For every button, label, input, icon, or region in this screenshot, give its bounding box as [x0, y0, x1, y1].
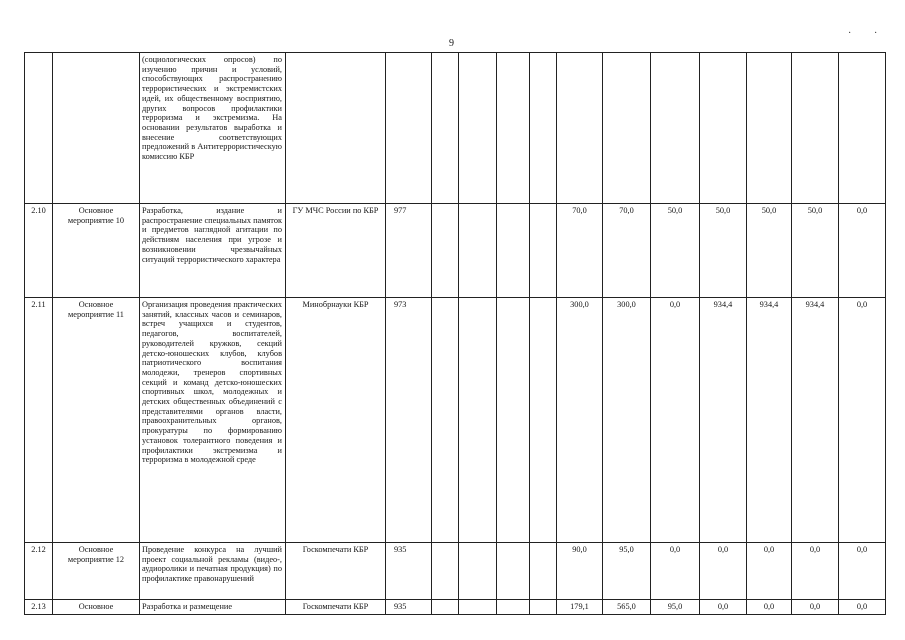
- page-number: 9: [449, 38, 454, 49]
- empty-cell: [497, 298, 530, 543]
- empty-cell: [459, 543, 497, 600]
- value-cell: 0,0: [700, 600, 747, 615]
- empty-cell: [432, 543, 459, 600]
- value-cell: 0,0: [839, 204, 886, 298]
- measure-name: Основное мероприятие 10: [53, 204, 140, 298]
- measure-name: Основное мероприятие 11: [53, 298, 140, 543]
- value-cell: [792, 53, 839, 204]
- value-cell: 50,0: [700, 204, 747, 298]
- measure-description: Разработка и размещение: [140, 600, 286, 615]
- empty-cell: [459, 298, 497, 543]
- measure-name: [53, 53, 140, 204]
- value-cell: [651, 53, 700, 204]
- executor: Госкомпечати КБР: [286, 543, 386, 600]
- measure-name: Основное мероприятие 12: [53, 543, 140, 600]
- measure-description: (социологических опросов) по изучению причин и условий, способствующих распространению террористических и экстремистских идей, их общественному восприятию, других вопросов профилактики терроризма и экстремизма. На основании результатов выработка и внесение соответствующих предложений в Антитеррористическую комиссию КБР: [140, 53, 286, 204]
- measure-name: Основное: [53, 600, 140, 615]
- row-number: 2.12: [25, 543, 53, 600]
- empty-cell: [497, 53, 530, 204]
- value-cell: 179,1: [557, 600, 603, 615]
- table-row: [25, 543, 886, 600]
- empty-cell: [459, 204, 497, 298]
- value-cell: 0,0: [747, 600, 792, 615]
- empty-cell: [459, 600, 497, 615]
- program-table: [24, 52, 886, 615]
- budget-code: 977: [386, 204, 432, 298]
- empty-cell: [530, 543, 557, 600]
- empty-cell: [432, 204, 459, 298]
- value-cell: 50,0: [651, 204, 700, 298]
- value-cell: 300,0: [603, 298, 651, 543]
- empty-cell: [530, 204, 557, 298]
- budget-code: [386, 53, 432, 204]
- measure-description: Проведение конкурса на лучший проект социальной рекламы (видео-, аудиоролики и печатная продукция) по профилактике правонарушений: [140, 543, 286, 600]
- scan-mark: ·: [874, 28, 878, 39]
- value-cell: 95,0: [651, 600, 700, 615]
- value-cell: 50,0: [792, 204, 839, 298]
- value-cell: 0,0: [792, 543, 839, 600]
- measure-description: Разработка, издание и распространение специальных памяток и предметов наглядной агитации по действиям населения при угрозе и возникновении чрезвычайных ситуаций террористического характера: [140, 204, 286, 298]
- empty-cell: [432, 298, 459, 543]
- executor: Госкомпечати КБР: [286, 600, 386, 615]
- empty-cell: [497, 600, 530, 615]
- value-cell: 90,0: [557, 543, 603, 600]
- value-cell: 95,0: [603, 543, 651, 600]
- value-cell: 70,0: [557, 204, 603, 298]
- row-number: 2.13: [25, 600, 53, 615]
- scan-mark: ·: [848, 28, 852, 39]
- value-cell: 0,0: [839, 600, 886, 615]
- measure-description: Организация проведения практических занятий, классных часов и семинаров, встреч учащихся и студентов, педагогов, воспитателей, руководителей кружков, секций детско-юношеских клубов, клубов патриотического воспитания молодежи, тренеров спортивных секций и команд детско-юношеских спортивных школ, молодежных и детских общественных объединений с представителями органов власти, правоохранительных органов, прокуратуры по формированию установок толерантного поведения и профилактики экстремизма и терроризма в молодежной среде: [140, 298, 286, 543]
- table-row: [25, 204, 886, 298]
- empty-cell: [432, 53, 459, 204]
- value-cell: 0,0: [839, 543, 886, 600]
- table-row: [25, 600, 886, 615]
- value-cell: 934,4: [747, 298, 792, 543]
- row-number: [25, 53, 53, 204]
- value-cell: 934,4: [792, 298, 839, 543]
- empty-cell: [497, 543, 530, 600]
- value-cell: [603, 53, 651, 204]
- executor: [286, 53, 386, 204]
- value-cell: 70,0: [603, 204, 651, 298]
- value-cell: 0,0: [839, 298, 886, 543]
- budget-code: 935: [386, 600, 432, 615]
- empty-cell: [530, 298, 557, 543]
- value-cell: 0,0: [700, 543, 747, 600]
- value-cell: 50,0: [747, 204, 792, 298]
- executor: Минобрнауки КБР: [286, 298, 386, 543]
- value-cell: 0,0: [792, 600, 839, 615]
- value-cell: 0,0: [651, 543, 700, 600]
- row-number: 2.11: [25, 298, 53, 543]
- budget-code: 935: [386, 543, 432, 600]
- executor: ГУ МЧС России по КБР: [286, 204, 386, 298]
- value-cell: 0,0: [747, 543, 792, 600]
- empty-cell: [459, 53, 497, 204]
- value-cell: [700, 53, 747, 204]
- empty-cell: [530, 53, 557, 204]
- empty-cell: [530, 600, 557, 615]
- value-cell: [557, 53, 603, 204]
- value-cell: 934,4: [700, 298, 747, 543]
- empty-cell: [432, 600, 459, 615]
- value-cell: [839, 53, 886, 204]
- table-row: [25, 53, 886, 204]
- value-cell: 565,0: [603, 600, 651, 615]
- budget-code: 973: [386, 298, 432, 543]
- value-cell: 0,0: [651, 298, 700, 543]
- table-row: [25, 298, 886, 543]
- value-cell: 300,0: [557, 298, 603, 543]
- row-number: 2.10: [25, 204, 53, 298]
- empty-cell: [497, 204, 530, 298]
- value-cell: [747, 53, 792, 204]
